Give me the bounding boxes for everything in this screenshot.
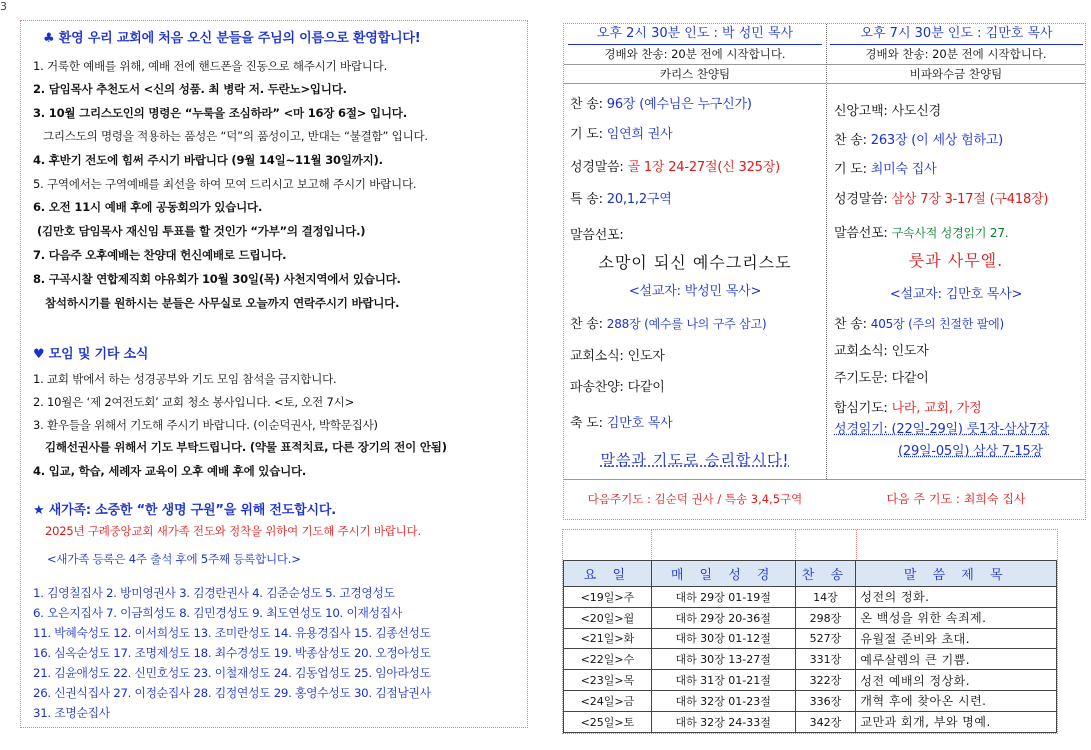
welcome-heading: ♣ 환영 우리 교회에 처음 오신 분들을 주님의 이름으로 환영합니다! [43,31,421,46]
cell-reading: 대하 30장 13-27절 [651,649,795,670]
cell-title: 성전의 정화. [856,587,1057,608]
cell-title: 교만과 회개, 부와 명예. [856,711,1057,732]
gathering-item: 1. 교회 밖에서 하는 성경공부와 기도 모임 참석을 금지합니다. [33,372,337,386]
notice-item: 5. 구역에서는 구역예배를 최선을 하여 모여 드리시고 보고해 주시기 바랍니다. [33,177,417,191]
notice-item: 2. 담임목사 추천도서 <신의 성품. 최 병락 저. 두란노>입니다. [33,82,347,96]
gathering-item: 김해선권사를 위해서 기도 부탁드립니다. (약물 표적치료, 다른 장기의 전이 안됨) [45,440,447,454]
table-row [564,670,1057,691]
pm7-preacher: <설교자: 김만호 목사> [889,287,1023,302]
cell-day: <19일>주 [564,587,652,608]
pm2-bless-label: 축 도: [570,416,603,431]
pm7-news: 인도자 [891,344,929,359]
newfamily-line: 6. 오은지집사 7. 이금희성도 8. 김민경성도 9. 최도연성도 10. 이재성집사 [33,606,402,620]
page-number: 3 [0,0,7,13]
table-row [564,587,1057,608]
newfamily-line: 21. 김윤애성도 22. 신민호성도 23. 이철재성도 24. 김동업성도 25. 임아라성도 [33,666,431,680]
gathering-item: 4. 입교, 학습, 세례자 교육이 오후 예배 후에 있습니다. [33,464,307,478]
gatherings-heading: ♥ 모임 및 기타 소식 [33,347,149,362]
pm2-sending: 다같이 [627,380,665,395]
pm2-scripture-label: 성경말씀: [570,160,624,175]
pm2-prayer-label: 기 도: [570,127,603,142]
pm2-hymn: 96장 (예수님은 누구신가) [606,97,752,112]
service-pm7-header: 오후 7시 30분 인도 : 김만호 목사 [830,24,1083,45]
daily-bible-panel [562,529,1058,734]
cell-title: 예루살렘의 큰 기쁨. [856,649,1057,670]
grid-divider [651,530,652,559]
pm7-next-prayer: 다음 주 기도 : 최희숙 집사 [886,492,1026,506]
pm7-unity-label: 합심기도: [834,401,888,416]
pm2-sermon-title: 소망이 되신 예수그리스도 [598,253,792,272]
pm7-hymn2: 405장 (주의 친절한 팔에) [870,317,1005,331]
notice-item: 3. 10월 그리스도인의 명령은 “누룩을 조심하라” <마 16장 6절> 입니다. [33,106,407,120]
service-pm7-team: 비파와수금 찬양팀 [827,64,1085,84]
pm7-sermon-label: 말씀선포: [834,226,888,241]
pm2-prayer: 임연희 권사 [606,127,673,142]
notice-item: 그리스도의 명령을 적용하는 품성은 “덕”의 품성이고, 반대는 “불결함” 입니다. [43,129,428,143]
cell-hymn: 527장 [795,628,856,649]
pm2-special: 20,1,2구역 [606,192,672,207]
cell-hymn: 14장 [795,587,856,608]
pm2-hymn2: 288장 (예수를 나의 구주 삼고) [606,317,767,331]
newfamily-line: 16. 심옥순성도 17. 조명제성도 18. 최수경성도 19. 박종삼성도 20. 오정아성도 [33,646,431,660]
worship-order-panel [563,23,1086,520]
newfamily-line: 26. 신권식집사 27. 이정순집사 28. 김정연성도 29. 홍영수성도 30. 김점남권사 [33,686,431,700]
newfamily-line: 11. 박혜숙성도 12. 이서희성도 13. 조미란성도 14. 유용경집사 15. 김종선성도 [33,626,431,640]
cell-day: <20일>월 [564,607,652,628]
notice-panel [20,20,528,728]
pm7-prayer: 최미숙 집사 [870,162,937,177]
table-row [564,690,1057,711]
cell-title: 유월절 준비와 초대. [856,628,1057,649]
header-reading: 매 일 성 경 [651,561,795,587]
table-row [564,649,1057,670]
pm7-unity: 나라, 교회, 가정 [891,401,982,416]
header-title: 말 씀 제 목 [856,561,1057,587]
cell-hymn: 336장 [795,690,856,711]
newfamily-prayer: 2025년 구례중앙교회 새가족 전도와 정착을 위하여 기도해 주시기 바랍니다. [45,524,421,538]
pm7-lords-label: 주기도문: [834,371,888,386]
pm2-special-label: 특 송: [570,192,603,207]
footer-divider [564,479,1085,480]
cell-day: <24일>금 [564,690,652,711]
notice-item: 4. 후반기 전도에 힘써 주시기 바랍니다 (9월 14일~11월 30일까지). [33,153,383,167]
gathering-item: 2. 10월은 ‘제 2여전도회’ 교회 청소 봉사입니다. <토, 오전 7시> [33,395,355,409]
pm7-hymn2-label: 찬 송: [834,317,867,332]
pm2-slogan: 말씀과 기도로 승리합시다! [600,451,790,469]
table-header-row [564,561,1057,587]
pm2-preacher: <설교자: 박성민 목사> [628,284,762,299]
cell-reading: 대하 29장 01-19절 [651,587,795,608]
pm2-hymn-label: 찬 송: [570,97,603,112]
cell-hymn: 322장 [795,670,856,691]
pm2-bless: 김만호 목사 [606,416,673,431]
pm2-scripture: 골 1장 24-27절(신 325장) [627,160,780,175]
pm2-sending-label: 파송찬양: [570,380,624,395]
table-row [564,607,1057,628]
cell-reading: 대하 29장 20-36절 [651,607,795,628]
pm2-news: 인도자 [627,349,665,364]
pm2-hymn2-label: 찬 송: [570,317,603,332]
pm7-lords: 다같이 [891,371,929,386]
service-pm2-start: 경배와 찬송: 20분 전에 시작합니다. [604,47,786,61]
newfamily-line: 31. 조명순집사 [33,706,110,720]
cell-hymn: 331장 [795,649,856,670]
pm2-news-label: 교회소식: [570,349,624,364]
pm7-news-label: 교회소식: [834,344,888,359]
grid-divider [856,530,857,559]
service-pm2-team: 카리스 찬양팀 [564,64,826,84]
header-hymn: 찬 송 [795,561,856,587]
newfamily-register: <새가족 등록은 4주 출석 후에 5주째 등록합니다.> [47,552,301,566]
table-row [564,628,1057,649]
cell-day: <21일>화 [564,628,652,649]
service-pm7-start: 경배와 찬송: 20분 전에 시작합니다. [865,47,1047,61]
service-pm2-header: 오후 2시 30분 인도 : 박 성민 목사 [568,24,822,45]
notice-item: 1. 거룩한 예배를 위해, 예배 전에 핸드폰을 진동으로 해주시기 바랍니다. [33,59,388,73]
cell-title: 성전 예배의 정상화. [856,670,1057,691]
gathering-item: 3. 환우들을 위해서 기도해 주시기 바랍니다. (이순덕권사, 박학문집사) [33,418,378,432]
cell-title: 온 백성을 위한 속죄제. [856,607,1057,628]
pm2-sermon-label: 말씀선포: [570,228,624,243]
notice-item: 참석하시기를 원하시는 분들은 사무실로 오늘까지 연락주시기 바랍니다. [45,296,400,310]
notice-item: 8. 구곡시찰 연합제직회 야유회가 10월 30일(목) 사천지역에서 있습니다. [33,272,401,286]
pm7-prayer-label: 기 도: [834,162,867,177]
cell-reading: 대하 30장 01-12절 [651,628,795,649]
pm2-next-prayer: 다음주기도 : 김순덕 권사 / 특송 3,4,5구역 [587,492,803,506]
pm7-sermon-title: 룻과 사무엘. [908,251,1004,270]
table-row [564,711,1057,732]
pm7-reading2: (29일-05일) 삼상 7-15장 [898,444,1043,459]
daily-bible-table [563,560,1057,733]
pm7-hymn-label: 찬 송: [834,133,867,148]
cell-reading: 대하 32장 24-33절 [651,711,795,732]
grid-divider [795,530,796,559]
cell-hymn: 298장 [795,607,856,628]
cell-reading: 대하 31장 01-21절 [651,670,795,691]
newfamily-line: 1. 김영칠집사 2. 방미영권사 3. 김경란권사 4. 김준순성도 5. 고경영성도 [33,586,395,600]
pm7-creed: 사도신경 [891,104,941,119]
cell-day: <23일>목 [564,670,652,691]
pm7-scripture: 삼상 7장 3-17절 (구418장) [891,192,1049,207]
header-day: 요 일 [564,561,652,587]
pm7-hymn: 263장 (이 세상 험하고) [870,133,1004,148]
cell-day: <25일>토 [564,711,652,732]
cell-day: <22일>수 [564,649,652,670]
pm7-sermon-series: 구속사적 성경읽기 27. [891,226,1009,240]
notice-item: 7. 다음주 오후예배는 찬양대 헌신예배로 드립니다. [33,248,287,262]
cell-reading: 대하 32장 01-23절 [651,690,795,711]
newfamily-heading: ★ 새가족: 소중한 “한 생명 구원”을 위해 전도합시다. [33,503,336,518]
pm7-creed-label: 신앙고백: [834,104,888,119]
cell-hymn: 342장 [795,711,856,732]
notice-item: (김만호 담임목사 재신임 투표를 할 것인가 “가부”의 결정입니다.) [37,224,366,238]
pm7-reading1: 성경읽기: (22일-29일) 룻1장-삼상7장 [834,422,1050,437]
pm7-scripture-label: 성경말씀: [834,192,888,207]
cell-title: 개혁 후에 찾아온 시련. [856,690,1057,711]
notice-item: 6. 오전 11시 예배 후에 공동회의가 있습니다. [33,200,263,214]
